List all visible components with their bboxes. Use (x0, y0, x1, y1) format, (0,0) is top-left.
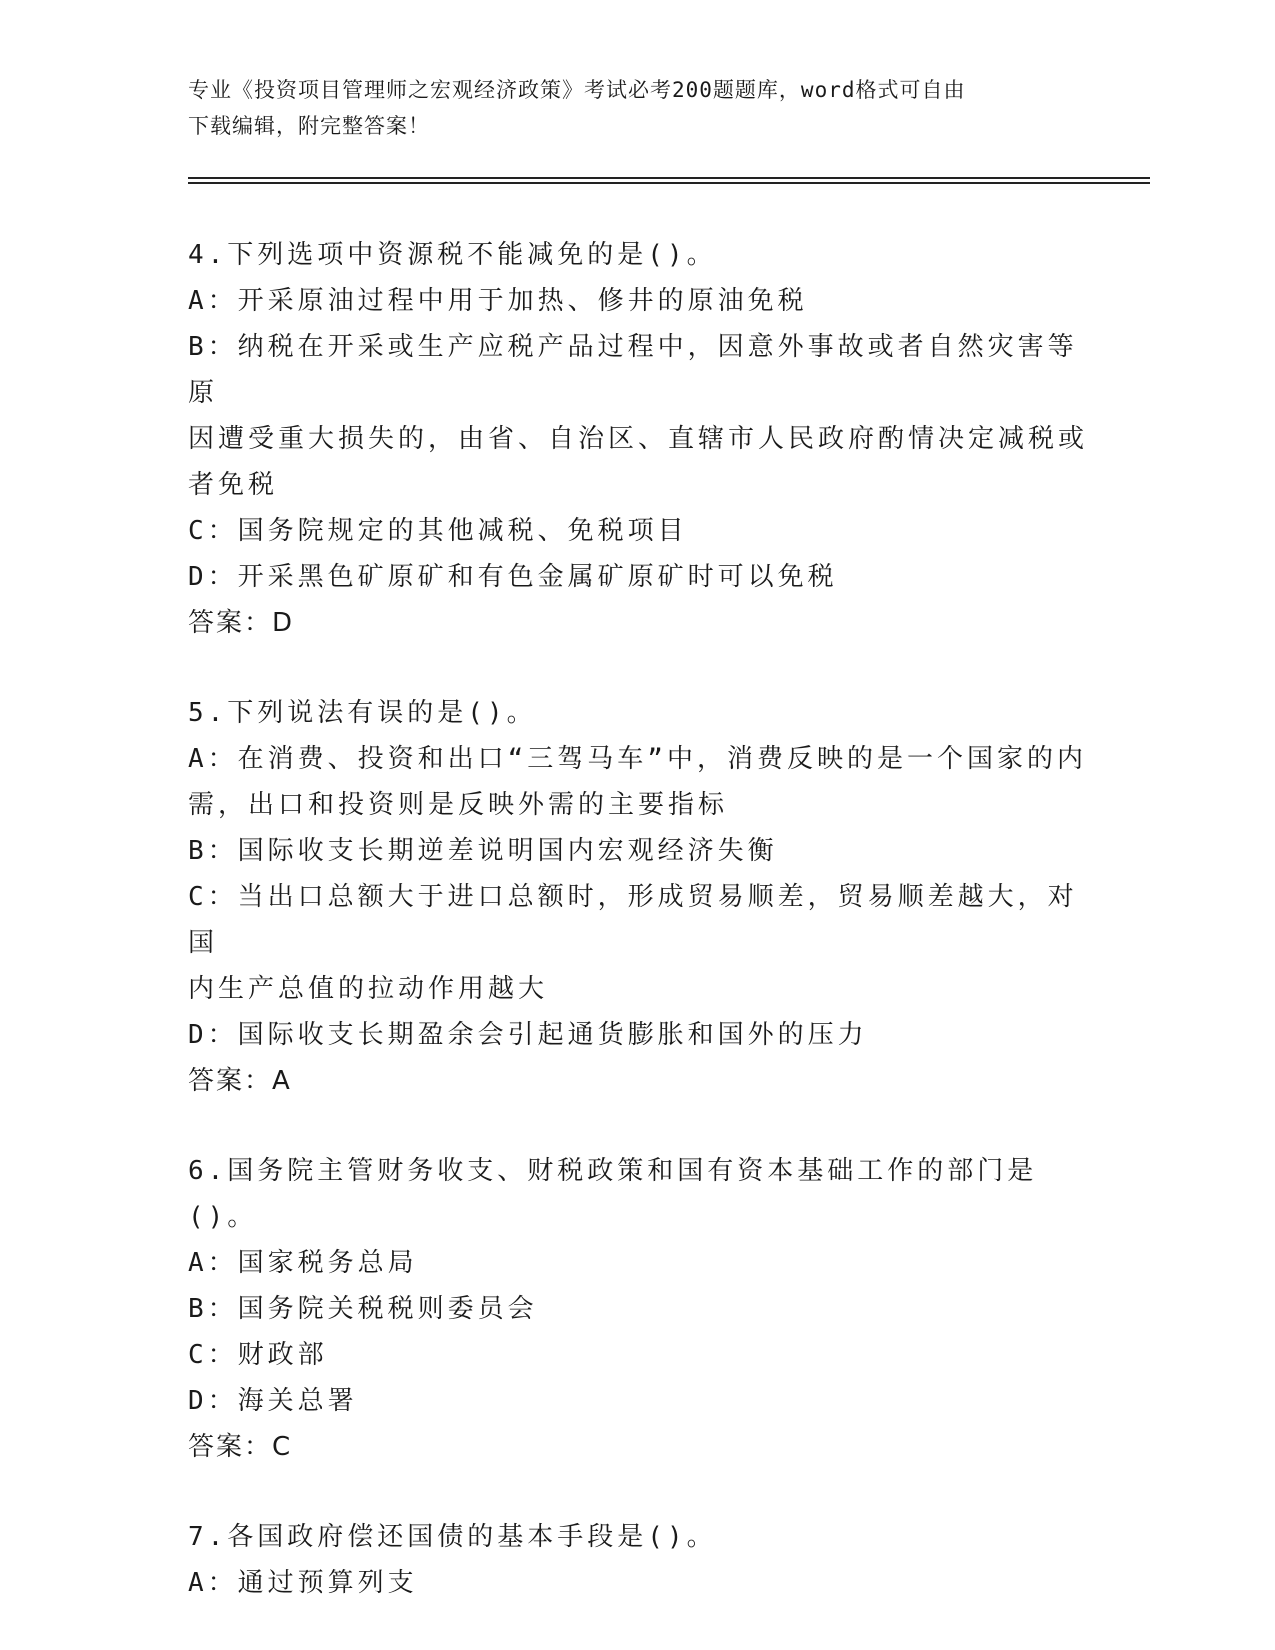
question-block-4 (188, 232, 1088, 646)
header-divider-bottom (188, 182, 1150, 184)
header-divider-top (188, 177, 1150, 179)
option-d: D：海关总署 (188, 1386, 358, 1416)
option-b-continued: 因遭受重大损失的，由省、自治区、直辖市人民政府酌情决定减税或 (188, 424, 1089, 454)
option-c: C：国务院规定的其他减税、免税项目 (188, 516, 688, 546)
answer-value: C (272, 1432, 292, 1462)
option-b: B：国际收支长期逆差说明国内宏观经济失衡 (188, 836, 778, 866)
question-text: 5.下列说法有误的是()。 (188, 698, 537, 728)
answer-label: 答案： (188, 1066, 273, 1096)
option-a: A：在消费、投资和出口“三驾马车”中，消费反映的是一个国家的内 (188, 744, 1087, 774)
option-b: B：纳税在开采或生产应税产品过程中，因意外事故或者自然灾害等原 (188, 332, 1078, 408)
option-d: D：开采黑色矿原矿和有色金属矿原矿时可以免税 (188, 562, 838, 592)
question-block-5 (188, 690, 1088, 1104)
question-block-7 (188, 1514, 1088, 1606)
option-b-continued: 者免税 (188, 470, 279, 500)
question-block-6 (188, 1148, 1088, 1470)
question-text: 6.国务院主管财务收支、财税政策和国有资本基础工作的部门是()。 (188, 1156, 1038, 1232)
question-list (188, 232, 1088, 1650)
option-a: A：开采原油过程中用于加热、修井的原油免税 (188, 286, 808, 316)
answer-value: A (272, 1066, 291, 1096)
header-line-1: 专业《投资项目管理师之宏观经济政策》考试必考200题题库，word格式可自由 (188, 78, 966, 102)
option-c: C：当出口总额大于进口总额时，形成贸易顺差，贸易顺差越大，对国 (188, 882, 1078, 958)
option-c-continued: 内生产总值的拉动作用越大 (188, 974, 549, 1004)
option-b: B：国务院关税税则委员会 (188, 1294, 538, 1324)
question-text: 4.下列选项中资源税不能减免的是()。 (188, 240, 717, 270)
option-a: A：通过预算列支 (188, 1568, 418, 1598)
answer-line (188, 600, 1088, 646)
answer-value: D (272, 608, 294, 638)
header-line-2: 下载编辑，附完整答案！ (188, 114, 430, 138)
answer-label: 答案： (188, 608, 273, 638)
option-a-continued: 需，出口和投资则是反映外需的主要指标 (188, 790, 729, 820)
answer-label: 答案： (188, 1432, 273, 1462)
option-c: C：财政部 (188, 1340, 328, 1370)
option-d: D：国际收支长期盈余会引起通货膨胀和国外的压力 (188, 1020, 868, 1050)
option-a: A：国家税务总局 (188, 1248, 418, 1278)
answer-line (188, 1058, 1088, 1104)
document-header (188, 72, 1088, 144)
question-text: 7.各国政府偿还国债的基本手段是()。 (188, 1522, 717, 1552)
answer-line (188, 1424, 1088, 1470)
